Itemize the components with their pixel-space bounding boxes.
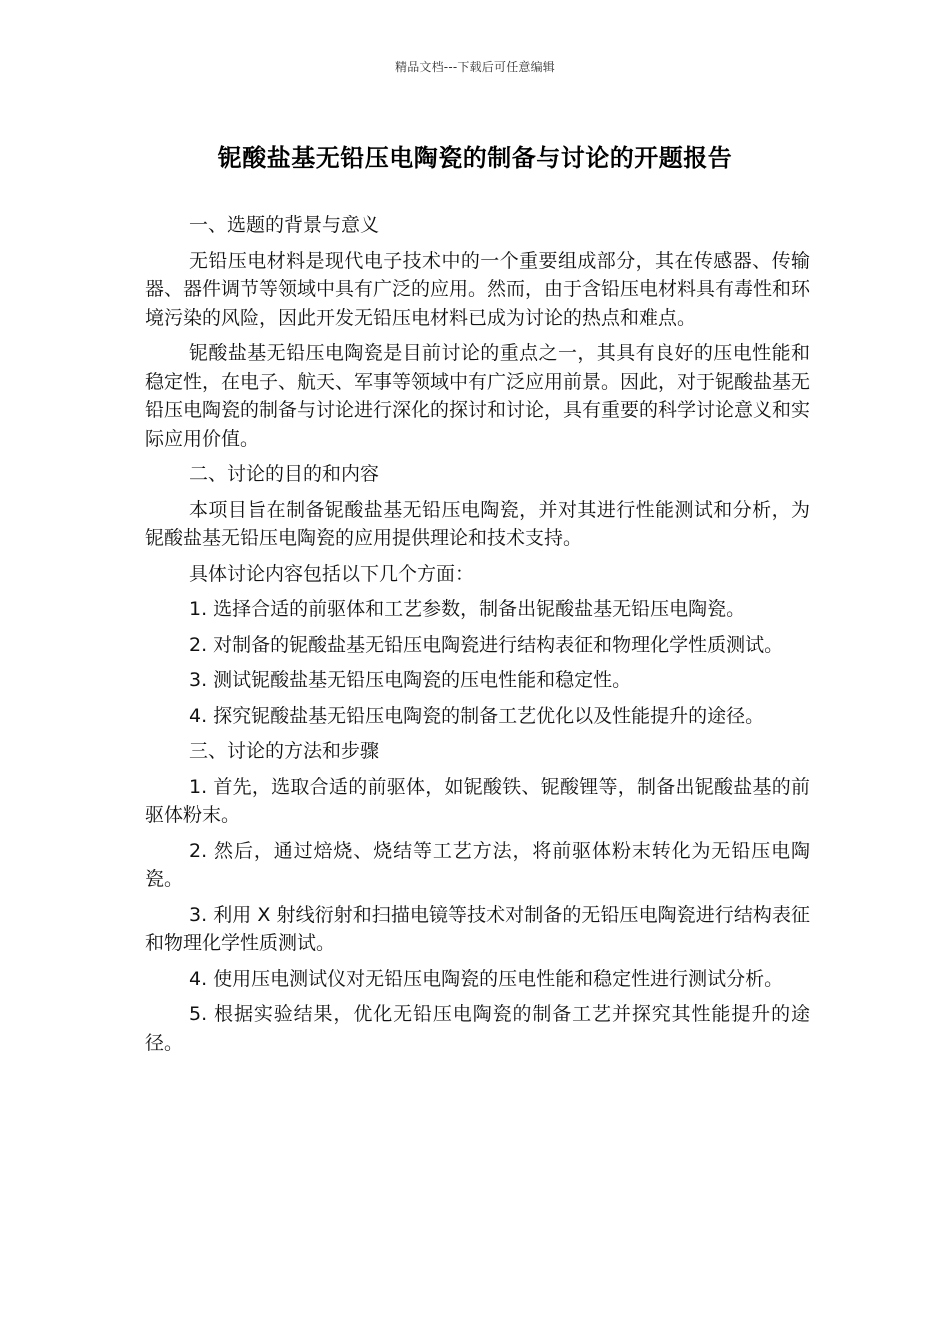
section-heading-purpose: 二、讨论的目的和内容: [189, 463, 380, 485]
content-item-3: 3. 测试铌酸盐基无铅压电陶瓷的压电性能和稳定性。: [189, 669, 632, 691]
method-step-2: 2. 然后，通过焙烧、烧结等工艺方法，将前驱体粉末转化为无铅压电陶瓷。: [145, 839, 810, 890]
content-item-2: 2. 对制备的铌酸盐基无铅压电陶瓷进行结构表征和物理化学性质测试。: [189, 633, 784, 656]
section-heading-methods: 三、讨论的方法和步骤: [189, 740, 380, 762]
section-heading-background: 一、选题的背景与意义: [189, 214, 380, 236]
header-note: 精品文档---下载后可任意编辑: [395, 60, 555, 74]
paragraph-background-2: 铌酸盐基无铅压电陶瓷是目前讨论的重点之一，其具有良好的压电性能和稳定性，在电子、航天、军事等领域中有广泛应用前景。因此，对于铌酸盐基无铅压电陶瓷的制备与讨论进行深化的探讨和讨论，具有重要的科学讨论意义和实际应用价值。: [145, 342, 811, 450]
document-title: 铌酸盐基无铅压电陶瓷的制备与讨论的开题报告: [217, 144, 733, 172]
method-step-5: 5. 根据实验结果，优化无铅压电陶瓷的制备工艺并探究其性能提升的途径。: [145, 1003, 810, 1054]
paragraph-purpose: 本项目旨在制备铌酸盐基无铅压电陶瓷，并对其进行性能测试和分析，为铌酸盐基无铅压电陶瓷的应用提供理论和技术支持。: [145, 498, 810, 549]
method-step-1: 1. 首先，选取合适的前驱体，如铌酸铁、铌酸锂等，制备出铌酸盐基的前驱体粉末。: [145, 775, 810, 826]
content-item-4: 4. 探究铌酸盐基无铅压电陶瓷的制备工艺优化以及性能提升的途径。: [189, 704, 765, 727]
method-step-3: 3. 利用 X 射线衍射和扫描电镜等技术对制备的无铅压电陶瓷进行结构表征和物理化学性质测试。: [145, 903, 810, 954]
content-item-1: 1. 选择合适的前驱体和工艺参数，制备出铌酸盐基无铅压电陶瓷。: [189, 598, 746, 620]
paragraph-content-intro: 具体讨论内容包括以下几个方面：: [189, 562, 475, 585]
document-body: [145, 211, 810, 1064]
paragraph-background-1: 无铅压电材料是现代电子技术中的一个重要组成部分，其在传感器、传输器、器件调节等领域中具有广泛的应用。然而，由于含铅压电材料具有毒性和环境污染的风险，因此开发无铅压电材料已成为讨论的热点和难点。: [145, 249, 811, 329]
method-step-4: 4. 使用压电测试仪对无铅压电陶瓷的压电性能和稳定性进行测试分析。: [189, 967, 784, 990]
